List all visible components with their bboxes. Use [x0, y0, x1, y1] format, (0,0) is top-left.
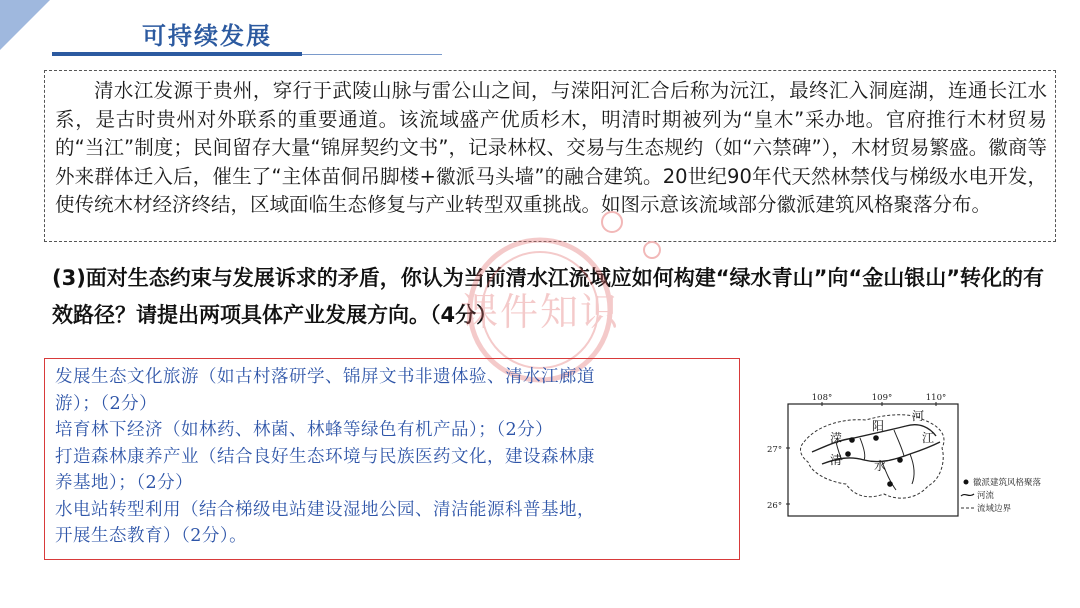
settlement-dot: [873, 435, 879, 441]
settlement-dot: [887, 481, 893, 487]
page-title: 可持续发展: [142, 21, 272, 50]
title-underline: [52, 52, 302, 56]
answer-line: 游）；（2分）: [55, 393, 158, 414]
question-text: (3)面对生态约束与发展诉求的矛盾，你认为当前清水江流域应如何构建“绿水青山”向“金山银山”转化的有效路径？请提出两项具体产业发展方向。（4分）: [52, 266, 1045, 327]
settlement-dot: [845, 451, 851, 457]
header: [52, 10, 442, 60]
answer-line: 养基地）；（2分）: [55, 473, 194, 493]
question: [52, 260, 1062, 334]
river-char: 河: [912, 409, 925, 423]
answer-line: 开展生态教育）（2分）。: [55, 526, 248, 546]
answer-line: 发展生态文化旅游（如古村落研学、锦屏文书非遗体验、清水江廊道: [55, 367, 595, 387]
river-char: 水: [874, 459, 887, 473]
passage-text: 清水江发源于贵州，穿行于武陵山脉与雷公山之间，与溁阳河汇合后称为沅江，最终汇入洞庭湖，连通长江水系，是古时贵州对外联系的重要通道。该流域盛产优质杉木，明清时期被列为“皇木”采办地。官府推行木材贸易的“当江”制度；民间留存大量“锦屏契约文书”，记录林权、交易与生态规约（如“六禁碑”），木材贸易繁盛。徽商等外来群体迁入后，催生了“主体苗侗吊脚楼+徽派马头墙”的融合建筑。20世纪90年代天然林禁伐与梯级水电开发，使传统木材经济终结，区域面临生态修复与产业转型双重挑战。如图示意该流域部分徽派建筑风格聚落分布。: [55, 79, 1047, 217]
settlement-dot: [849, 437, 855, 443]
answer-line: 培育林下经济（如林药、林菌、林蜂等绿色有机产品）；（2分）: [55, 420, 554, 440]
watermark-text: 课件知识: [459, 290, 621, 334]
legend-label: 河流: [977, 491, 995, 501]
lon-label: 108°: [811, 393, 833, 403]
lat-label: 27°: [767, 445, 783, 455]
passage-box: [44, 70, 1056, 242]
legend-dot-icon: [964, 480, 969, 485]
legend-label: 流域边界: [977, 504, 1012, 514]
river-char: 阳: [872, 419, 885, 433]
corner-decoration: [0, 0, 50, 50]
lat-label: 26°: [767, 501, 783, 511]
lon-label: 110°: [925, 393, 947, 403]
answer-line: 打造森林康养产业（结合良好生态环境与民族医药文化，建设森林康: [55, 446, 595, 467]
answer-box: [44, 358, 740, 560]
title-underline-thin: [302, 54, 442, 55]
settlement-dot: [897, 457, 903, 463]
river-char: 江: [922, 431, 935, 445]
legend-river-icon: [961, 494, 974, 496]
legend-label: 徽派建筑风格聚落: [973, 478, 1042, 488]
watershed-map: [764, 390, 1064, 520]
lon-label: 109°: [871, 393, 893, 403]
river-char: 溁: [830, 431, 843, 445]
river-char: 清: [830, 453, 843, 467]
answer-line: 水电站转型利用（结合梯级电站建设湿地公园、清洁能源科普基地，: [55, 499, 595, 520]
